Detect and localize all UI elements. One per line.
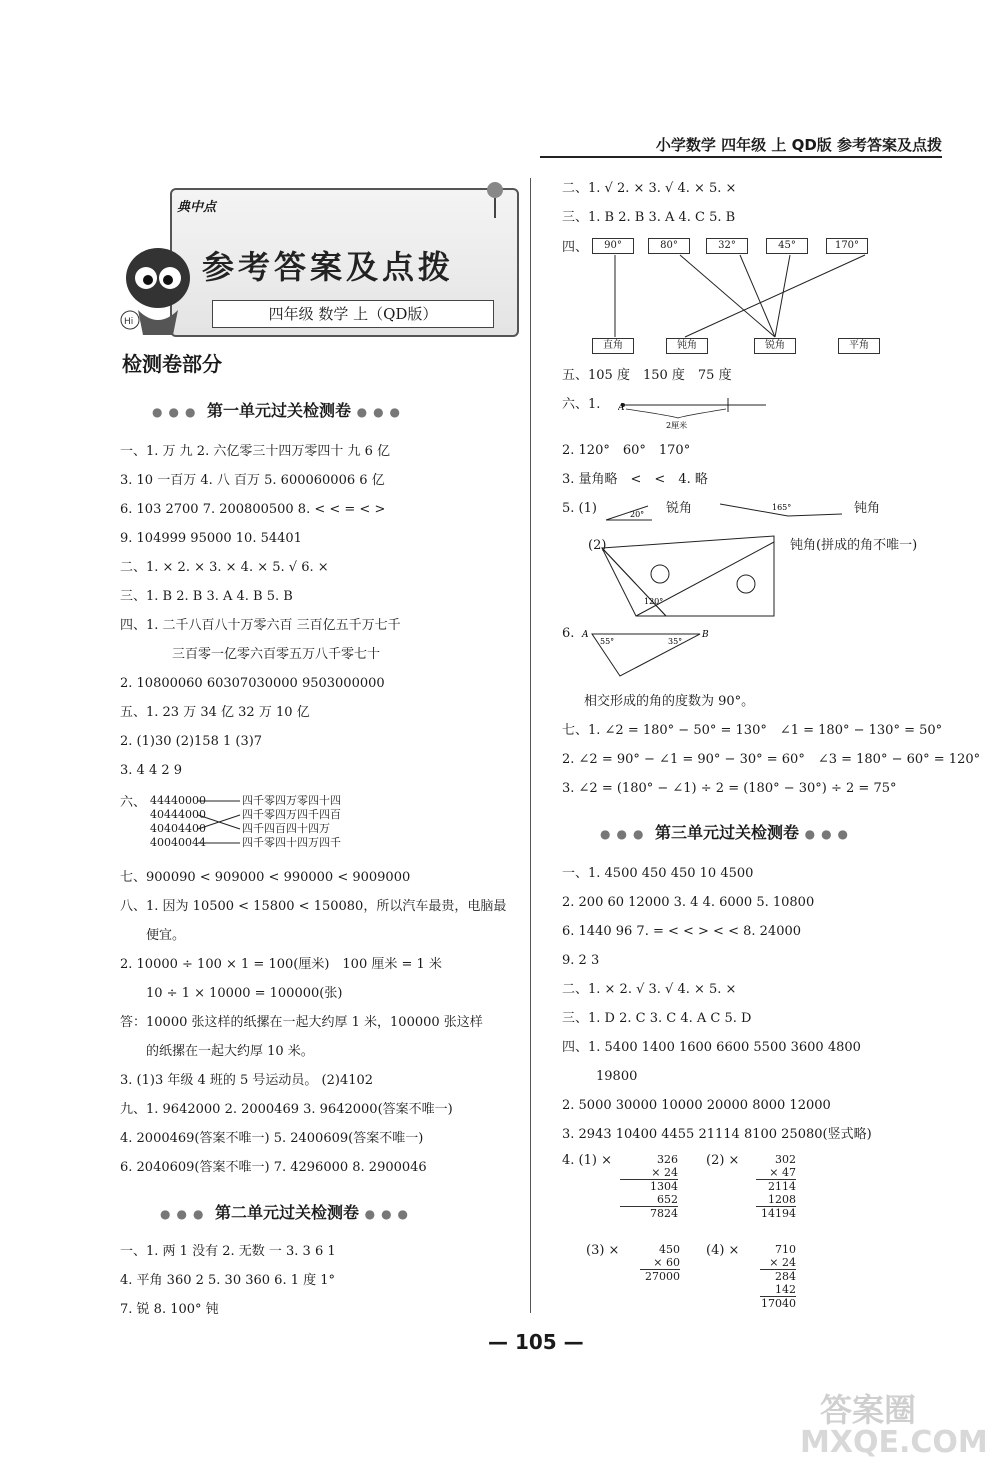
- answer-line: 七、900090 < 909000 < 990000 < 9009000: [120, 870, 411, 885]
- mul-row: 652: [657, 1193, 678, 1206]
- answer-line: 2. 10000 ÷ 100 × 1 = 100(厘米) 100 厘米 = 1 米: [120, 957, 442, 972]
- answer-line: 四、1. 二千八百八十万零六百 三百亿五千万七千: [120, 618, 401, 633]
- svg-text:35°: 35°: [668, 637, 683, 646]
- banner-subtitle: 四年级 数学 上（QD版）: [212, 300, 494, 328]
- answer-banner: [170, 188, 519, 337]
- q6-5-1-acute: 锐角: [666, 501, 693, 516]
- match-right-item: 四千零四万零四十四: [242, 794, 341, 807]
- mul-row: 142: [775, 1283, 796, 1296]
- q4-angle-box: 45°: [766, 238, 808, 254]
- mul-row: 284: [760, 1269, 796, 1283]
- q4-type-box: 平角: [838, 338, 880, 354]
- q4-angle-box: 32°: [706, 238, 748, 254]
- mul-label-2: (2) ×: [706, 1153, 740, 1168]
- mul-row: 27000: [640, 1269, 680, 1283]
- answer-line: 九、1. 9642000 2. 2000469 3. 9642000(答案不唯一): [120, 1102, 453, 1117]
- q6-6-note: 相交形成的角的度数为 90°。: [584, 694, 755, 709]
- running-header: 小学数学 四年级 上 QD版 参考答案及点拨: [655, 136, 942, 154]
- multiplication-3: [640, 1243, 680, 1283]
- header-rule: [540, 156, 942, 158]
- mascot-badge: Hi: [124, 317, 134, 327]
- q6-1-diagram: [618, 396, 768, 432]
- answer-line: 4. 平角 360 2 5. 30 360 6. 1 度 1°: [120, 1273, 336, 1288]
- svg-text:B: B: [702, 630, 709, 640]
- mul-row: 302: [775, 1153, 796, 1166]
- page-number: — 105 —: [488, 1330, 584, 1354]
- svg-text:A: A: [618, 403, 625, 413]
- answer-line: 四、1. 5400 1400 1600 6600 5500 3600 4800: [562, 1040, 861, 1055]
- answer-line: 二、1. × 2. × 3. × 4. × 5. √ 6. ×: [120, 560, 329, 575]
- mascot-icon: [118, 240, 198, 340]
- answer-line: 三、1. D 2. C 3. C 4. A C 5. D: [562, 1011, 752, 1026]
- dots-decoration: ●●●: [152, 405, 202, 419]
- answer-line: 19800: [596, 1069, 638, 1084]
- right-triangle-diagram: [580, 624, 710, 680]
- mul-row: 710: [775, 1243, 796, 1256]
- answer-line: 3. 10 一百万 4. 八 百万 5. 600060006 6 亿: [120, 473, 385, 488]
- mul-row: 326: [657, 1153, 678, 1166]
- answer-line: 6. 2040609(答案不唯一) 7. 4296000 8. 2900046: [120, 1160, 427, 1175]
- dots-decoration: ●●●: [364, 1207, 415, 1221]
- q4-label: 四、: [562, 240, 589, 255]
- answer-line: 3. 2943 10400 4455 21114 8100 25080(竖式略): [562, 1127, 872, 1142]
- svg-text:A: A: [582, 630, 589, 640]
- answer-line: 二、1. √ 2. × 3. √ 4. × 5. ×: [562, 181, 737, 196]
- answer-line: 2. ∠2 = 90° − ∠1 = 90° − 30° = 60° ∠3 = 180° − 60° = 120°: [562, 752, 981, 767]
- match-left-item: 40040044: [150, 836, 206, 849]
- q4-type-box: 锐角: [754, 338, 796, 354]
- svg-text:55°: 55°: [600, 637, 615, 646]
- answer-line: 2. 10800060 60307030000 9503000000: [120, 676, 385, 691]
- q4-match-lines: [590, 253, 890, 339]
- q6-2: 2. 120° 60° 170°: [562, 443, 691, 458]
- answer-line: 4. 2000469(答案不唯一) 5. 2400609(答案不唯一): [120, 1131, 424, 1146]
- angle-20-diagram: [604, 502, 654, 522]
- mul-row: 2114: [756, 1179, 796, 1193]
- answer-line: 三、1. B 2. B 3. A 4. B 5. B: [120, 589, 293, 604]
- mul-row: 1304: [620, 1179, 678, 1193]
- angle-165-diagram: [718, 498, 844, 524]
- answer-line: 便宜。: [146, 928, 186, 943]
- match-left-item: 44440000: [150, 794, 206, 807]
- answer-line: 二、1. × 2. √ 3. √ 4. × 5. ×: [562, 982, 737, 997]
- q4-angle-box: 90°: [592, 238, 634, 254]
- answer-line: 9. 104999 95000 10. 54401: [120, 531, 302, 546]
- dots-decoration: ●●●: [804, 827, 855, 841]
- mul-label-4: (4) ×: [706, 1243, 740, 1258]
- q4-type-box: 直角: [592, 338, 634, 354]
- answer-line: 八、1. 因为 10500 < 15800 < 150080，所以汽车最贵，电脑最: [120, 899, 507, 914]
- q6-5-2-label: (2): [588, 538, 607, 553]
- q6-5-2-note: 钝角(拼成的角不唯一): [790, 538, 918, 553]
- q6-6-label: 6.: [562, 626, 575, 641]
- watermark: MXQE.COM: [800, 1425, 988, 1460]
- q6-3: 3. 量角略 < < 4. 略: [562, 472, 708, 487]
- svg-text:20°: 20°: [630, 510, 645, 519]
- q5: 五、105 度 150 度 75 度: [562, 368, 732, 383]
- dots-decoration: ●●●: [356, 405, 407, 419]
- answer-line: 6. 1440 96 7. = < < > < < 8. 24000: [562, 924, 802, 939]
- mul-row: × 24: [651, 1166, 678, 1179]
- answer-line: 三、1. B 2. B 3. A 4. C 5. B: [562, 210, 736, 225]
- answer-line: 2. (1)30 (2)158 1 (3)7: [120, 734, 263, 749]
- answer-line: 的纸摞在一起大约厚 10 米。: [146, 1044, 314, 1059]
- match-right-item: 四千零四万四千四百: [242, 808, 341, 821]
- answer-line: 3. (1)3 年级 4 班的 5 号运动员。 (2)4102: [120, 1073, 374, 1088]
- q6-5-1-obtuse: 钝角: [854, 501, 881, 516]
- brand-logo: 典中点: [177, 200, 217, 215]
- answer-line: 9. 2 3: [562, 953, 600, 968]
- answer-line: 五、1. 23 万 34 亿 32 万 10 亿: [120, 705, 310, 720]
- q4-angle-box: 80°: [648, 238, 690, 254]
- answer-line: 七、1. ∠2 = 180° − 50° = 130° ∠1 = 180° − 130° = 50°: [562, 723, 943, 738]
- answer-line: 一、1. 万 九 2. 六亿零三十四万零四十 九 6 亿: [120, 444, 391, 459]
- answer-line: 6. 103 2700 7. 200800500 8. < < = < >: [120, 502, 386, 517]
- multiplication-1: [620, 1153, 678, 1220]
- svg-text:120°: 120°: [644, 597, 664, 606]
- match-left-item: 40404400: [150, 822, 206, 835]
- answer-line: 2. 200 60 12000 3. 4 4. 6000 5. 10800: [562, 895, 815, 910]
- mul-row: × 47: [769, 1166, 796, 1179]
- q6-5-1-label: 5. (1): [562, 501, 597, 516]
- dots-decoration: ●●●: [160, 1207, 210, 1221]
- svg-text:2厘米: 2厘米: [666, 421, 688, 430]
- mul-row: 14194: [756, 1206, 796, 1220]
- column-divider: [530, 178, 531, 1313]
- answer-line: 答：10000 张这样的纸摞在一起大约厚 1 米，100000 张这样: [120, 1015, 483, 1030]
- match-right-item: 四千零四十四万四千: [242, 836, 341, 849]
- mul-row: × 24: [769, 1256, 796, 1269]
- q6-1-label: 六、1.: [562, 397, 601, 412]
- answer-line: 2. 5000 30000 10000 20000 8000 12000: [562, 1098, 831, 1113]
- answer-line: 一、1. 两 1 没有 2. 无数 一 3. 3 6 1: [120, 1244, 336, 1259]
- triangles-diagram: [596, 534, 778, 618]
- unit1-heading-text: 第一单元过关检测卷: [207, 401, 352, 420]
- answer-line: 3. ∠2 = (180° − ∠1) ÷ 2 = (180° − 30°) ÷ 2 = 75°: [562, 781, 897, 796]
- unit2-heading-text: 第二单元过关检测卷: [215, 1203, 360, 1222]
- answer-line: 一、1. 4500 450 450 10 4500: [562, 866, 754, 881]
- mul-row: 450: [659, 1243, 680, 1256]
- answer-line: 3. 4 4 2 9: [120, 763, 183, 778]
- dots-decoration: ●●●: [600, 827, 650, 841]
- multiplication-4: [760, 1243, 796, 1310]
- section-title: 检测卷部分: [122, 352, 222, 376]
- match-left-item: 40444000: [150, 808, 206, 821]
- unit3-heading: [600, 820, 854, 843]
- answer-line: 10 ÷ 1 × 10000 = 100000(张): [146, 986, 343, 1001]
- answer-line: 三百零一亿零六百零五万八千零七十: [172, 647, 381, 662]
- q4-type-box: 钝角: [666, 338, 708, 354]
- match-lines: [196, 795, 244, 855]
- answer-line: 7. 锐 8. 100° 钝: [120, 1302, 219, 1317]
- mul-row: × 60: [653, 1256, 680, 1269]
- svg-text:165°: 165°: [772, 503, 792, 512]
- watermark-logo: 答案圈: [820, 1391, 917, 1429]
- pin-icon: [480, 180, 510, 220]
- match-right-item: 四千四百四十四万: [242, 822, 330, 835]
- mul-label-1: 4. (1) ×: [562, 1153, 612, 1168]
- mul-row: 17040: [761, 1297, 796, 1310]
- match-label: 六、: [120, 795, 147, 810]
- banner-title: 参考答案及点拨: [202, 248, 455, 286]
- multiplication-2: [756, 1153, 796, 1220]
- unit2-heading: [160, 1200, 414, 1223]
- unit3-heading-text: 第三单元过关检测卷: [655, 823, 800, 842]
- mul-row: 7824: [620, 1206, 678, 1220]
- mul-row: 1208: [768, 1193, 796, 1206]
- q4-angle-box: 170°: [826, 238, 868, 254]
- unit1-heading: [152, 398, 406, 421]
- mul-label-3: (3) ×: [586, 1243, 620, 1258]
